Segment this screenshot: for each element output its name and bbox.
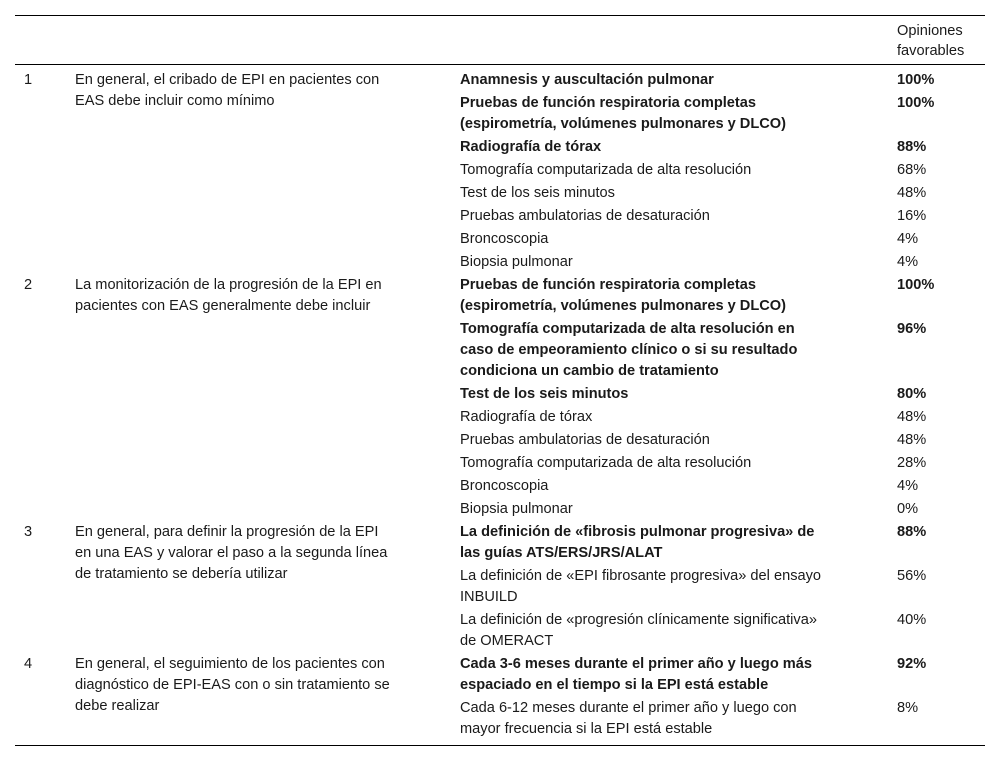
- answer-text: [460, 610, 897, 652]
- answer-line: Cada 6-12 meses durante el primer año y luego con: [460, 700, 797, 716]
- answer-line: Tomografía computarizada de alta resolución: [460, 162, 752, 178]
- answer-percentage: 96%: [897, 321, 927, 337]
- answer-line: Radiografía de tórax: [460, 139, 602, 155]
- answer-item: [460, 498, 985, 521]
- answer-item: [460, 92, 985, 136]
- table-row: [15, 69, 985, 274]
- answer-text: [460, 183, 897, 204]
- answer-text: [460, 522, 897, 564]
- answer-line: INBUILD: [460, 589, 518, 605]
- answer-text: [460, 137, 897, 158]
- answer-text: [460, 70, 897, 91]
- row-number: 3: [24, 524, 33, 540]
- answer-text: [460, 206, 897, 227]
- answer-line: (espirometría, volúmenes pulmonares y DLCO): [460, 298, 787, 314]
- answer-line: Pruebas ambulatorias de desaturación: [460, 432, 710, 448]
- answer-percentage: 0%: [897, 501, 919, 517]
- answer-percentage: 4%: [897, 231, 919, 247]
- answer-text: [460, 252, 897, 273]
- question-text: [75, 521, 460, 653]
- answer-item: [460, 475, 985, 498]
- answer-line: Biopsia pulmonar: [460, 254, 573, 270]
- answer-text: [460, 476, 897, 497]
- answer-text: [460, 499, 897, 520]
- answer-item: [460, 228, 985, 251]
- answer-percentage: 16%: [897, 208, 927, 224]
- answer-list: [460, 653, 985, 741]
- answer-percentage: 56%: [897, 568, 927, 584]
- answer-item: [460, 609, 985, 653]
- answer-item: [460, 136, 985, 159]
- answer-item: [460, 406, 985, 429]
- answer-text: [460, 275, 897, 317]
- answer-list: [460, 521, 985, 653]
- answer-percentage: 4%: [897, 254, 919, 270]
- question-line: EAS debe incluir como mínimo: [75, 93, 275, 109]
- answer-line: condiciona un cambio de tratamiento: [460, 363, 719, 379]
- question-line: En general, el seguimiento de los pacientes con: [75, 656, 385, 672]
- question-line: en una EAS y valorar el paso a la segunda línea: [75, 545, 388, 561]
- answer-percentage: 48%: [897, 432, 927, 448]
- answer-line: Broncoscopia: [460, 231, 549, 247]
- answer-line: Cada 3-6 meses durante el primer año y luego más: [460, 656, 813, 672]
- answer-item: [460, 251, 985, 274]
- answer-text: [460, 654, 897, 696]
- answer-line: La definición de «fibrosis pulmonar progresiva» de: [460, 524, 815, 540]
- answer-item: [460, 521, 985, 565]
- answer-text: [460, 160, 897, 181]
- table-row: [15, 274, 985, 521]
- answer-line: Tomografía computarizada de alta resolución en: [460, 321, 795, 337]
- answer-percentage: 48%: [897, 185, 927, 201]
- answer-text: [460, 93, 897, 135]
- answer-line: Biopsia pulmonar: [460, 501, 573, 517]
- answer-text: [460, 319, 897, 382]
- answer-item: [460, 452, 985, 475]
- answer-line: Tomografía computarizada de alta resolución: [460, 455, 752, 471]
- answer-percentage: 100%: [897, 277, 935, 293]
- row-number: 4: [24, 656, 33, 672]
- answer-text: [460, 430, 897, 451]
- answer-text: [460, 407, 897, 428]
- question-line: En general, el cribado de EPI en pacientes con: [75, 72, 380, 88]
- answer-line: caso de empeoramiento clínico o si su resultado: [460, 342, 798, 358]
- answer-text: [460, 698, 897, 740]
- header-line: favorables: [897, 43, 965, 59]
- answer-line: espaciado en el tiempo si la EPI está estable: [460, 677, 769, 693]
- answer-text: [460, 453, 897, 474]
- question-line: debe realizar: [75, 698, 160, 714]
- question-line: de tratamiento se debería utilizar: [75, 566, 288, 582]
- answer-item: [460, 318, 985, 383]
- answer-percentage: 40%: [897, 612, 927, 628]
- answer-item: [460, 205, 985, 228]
- answer-text: [460, 566, 897, 608]
- question-line: En general, para definir la progresión de la EPI: [75, 524, 379, 540]
- answer-line: Pruebas de función respiratoria completas: [460, 95, 757, 111]
- question-text: [75, 69, 460, 274]
- answer-item: [460, 653, 985, 697]
- answer-percentage: 88%: [897, 524, 927, 540]
- answer-list: [460, 69, 985, 274]
- answer-percentage: 4%: [897, 478, 919, 494]
- question-line: La monitorización de la progresión de la EPI en: [75, 277, 382, 293]
- consensus-table: [15, 15, 985, 746]
- row-number: 2: [24, 277, 33, 293]
- answer-percentage: 88%: [897, 139, 927, 155]
- table-header: [15, 16, 985, 65]
- answer-percentage: 8%: [897, 700, 919, 716]
- answer-item: [460, 69, 985, 92]
- answer-line: (espirometría, volúmenes pulmonares y DLCO): [460, 116, 787, 132]
- answer-line: mayor frecuencia si la EPI está estable: [460, 721, 713, 737]
- answer-line: Pruebas ambulatorias de desaturación: [460, 208, 710, 224]
- row-number: 1: [24, 72, 33, 88]
- answer-item: [460, 429, 985, 452]
- answer-line: de OMERACT: [460, 633, 554, 649]
- answer-percentage: 80%: [897, 386, 927, 402]
- table-row: [15, 521, 985, 653]
- answer-percentage: 100%: [897, 72, 935, 88]
- answer-line: Anamnesis y auscultación pulmonar: [460, 72, 714, 88]
- header-line: Opiniones: [897, 23, 963, 39]
- answer-item: [460, 159, 985, 182]
- answer-line: Test de los seis minutos: [460, 386, 629, 402]
- answer-line: las guías ATS/ERS/JRS/ALAT: [460, 545, 663, 561]
- table-row: [15, 653, 985, 741]
- question-line: pacientes con EAS generalmente debe incluir: [75, 298, 371, 314]
- answer-item: [460, 274, 985, 318]
- answer-percentage: 92%: [897, 656, 927, 672]
- question-line: diagnóstico de EPI-EAS con o sin tratamiento se: [75, 677, 390, 693]
- question-text: [75, 653, 460, 741]
- answer-percentage: 48%: [897, 409, 927, 425]
- answer-text: [460, 384, 897, 405]
- header-opinions-favorables: [897, 21, 964, 61]
- answer-item: [460, 565, 985, 609]
- answer-list: [460, 274, 985, 521]
- answer-percentage: 28%: [897, 455, 927, 471]
- question-text: [75, 274, 460, 521]
- answer-item: [460, 697, 985, 741]
- answer-item: [460, 182, 985, 205]
- answer-percentage: 68%: [897, 162, 927, 178]
- answer-line: Radiografía de tórax: [460, 409, 593, 425]
- answer-text: [460, 229, 897, 250]
- answer-line: Pruebas de función respiratoria completas: [460, 277, 757, 293]
- answer-line: Test de los seis minutos: [460, 185, 615, 201]
- table-body: [15, 65, 985, 745]
- answer-line: La definición de «progresión clínicamente significativa»: [460, 612, 817, 628]
- answer-line: Broncoscopia: [460, 478, 549, 494]
- answer-line: La definición de «EPI fibrosante progresiva» del ensayo: [460, 568, 822, 584]
- answer-percentage: 100%: [897, 95, 935, 111]
- answer-item: [460, 383, 985, 406]
